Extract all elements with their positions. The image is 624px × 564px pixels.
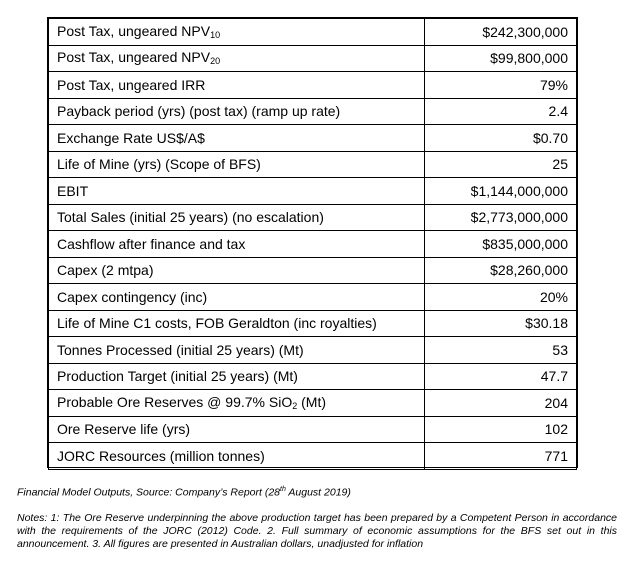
table-row: [49, 257, 577, 284]
row-label-text: Payback period (yrs) (post tax) (ramp up rate): [57, 103, 341, 120]
source-superscript: th: [280, 486, 286, 493]
source-text: Financial Model Outputs, Source: Company’s Report (28: [17, 486, 281, 499]
table-row: [49, 72, 577, 99]
row-label-text: Exchange Rate US$/A$: [57, 129, 205, 146]
table: [48, 18, 577, 470]
row-value: 2.4: [425, 98, 577, 125]
row-label: [49, 257, 425, 284]
source-text-after: August 2019): [285, 486, 351, 499]
row-value: $99,800,000: [425, 45, 577, 72]
row-label: [49, 416, 425, 443]
row-value: 20%: [425, 284, 577, 311]
row-label: [49, 363, 425, 390]
row-label: [49, 231, 425, 258]
table-row: [49, 363, 577, 390]
row-value: 53: [425, 337, 577, 364]
table-row: [49, 337, 577, 364]
row-label-subscript: 10: [210, 29, 221, 40]
row-label-text: Capex (2 mtpa): [57, 262, 154, 279]
row-value: $28,260,000: [425, 257, 577, 284]
row-label-subscript: 2: [292, 400, 298, 411]
table-row: [49, 390, 577, 417]
row-label-text: Cashflow after finance and tax: [57, 235, 246, 252]
table-row: [49, 98, 577, 125]
row-label: [49, 204, 425, 231]
row-value: 771: [425, 443, 577, 470]
row-value: $1,144,000,000: [425, 178, 577, 205]
table-row: [49, 284, 577, 311]
row-value: $242,300,000: [425, 19, 577, 46]
table-row: [49, 125, 577, 152]
table-row: [49, 151, 577, 178]
row-label: [49, 45, 425, 72]
row-label-text: Total Sales (initial 25 years) (no escalation): [57, 209, 324, 226]
table-row: [49, 231, 577, 258]
financial-outputs-table: [47, 17, 578, 468]
table-row: [49, 443, 577, 470]
row-label: [49, 443, 425, 470]
table-row: [49, 416, 577, 443]
row-label-suffix: (Mt): [297, 393, 326, 410]
table-row: [49, 19, 577, 46]
row-label: [49, 178, 425, 205]
row-label-text: Production Target (initial 25 years) (Mt): [57, 368, 298, 385]
row-value: $0.70: [425, 125, 577, 152]
row-value: 25: [425, 151, 577, 178]
notes-paragraph: Notes: 1: The Ore Reserve underpinning the above production target has been prepared by a Competent Person in accordance with the requirements of the JORC (2012) Code. 2. Full summary of economic assumptions for the BFS set out in this announcement. 3. All figures are presented in Australian dollars, unadjusted for inflation: [17, 512, 617, 550]
table-row: [49, 310, 577, 337]
row-label: [49, 98, 425, 125]
row-label: [49, 390, 425, 417]
row-label-text: Life of Mine C1 costs, FOB Geraldton (inc royalties): [57, 315, 377, 332]
table-body: [49, 19, 577, 470]
row-value: $835,000,000: [425, 231, 577, 258]
row-label: [49, 125, 425, 152]
table-row: [49, 204, 577, 231]
row-value: 79%: [425, 72, 577, 99]
row-value: 47.7: [425, 363, 577, 390]
row-label-text: Post Tax, ungeared IRR: [57, 76, 206, 93]
table-row: [49, 45, 577, 72]
row-label-text: Life of Mine (yrs) (Scope of BFS): [57, 156, 261, 173]
row-label: [49, 151, 425, 178]
source-caption: [17, 486, 351, 499]
row-label: [49, 72, 425, 99]
row-label-text: JORC Resources (million tonnes): [57, 447, 265, 464]
row-label-subscript: 20: [210, 56, 221, 67]
row-value: $2,773,000,000: [425, 204, 577, 231]
row-label-text: Tonnes Processed (initial 25 years) (Mt): [57, 341, 304, 358]
row-label: [49, 19, 425, 46]
row-label-text: EBIT: [57, 182, 89, 199]
row-label-text: Ore Reserve life (yrs): [57, 421, 191, 438]
row-label-text: Post Tax, ungeared NPV: [57, 22, 211, 39]
row-label: [49, 310, 425, 337]
row-label-text: Probable Ore Reserves @ 99.7% SiO: [57, 393, 293, 410]
table-row: [49, 178, 577, 205]
row-value: 102: [425, 416, 577, 443]
row-label: [49, 284, 425, 311]
row-label-text: Capex contingency (inc): [57, 288, 208, 305]
row-label-text: Post Tax, ungeared NPV: [57, 49, 211, 66]
row-label: [49, 337, 425, 364]
row-value: 204: [425, 390, 577, 417]
row-value: $30.18: [425, 310, 577, 337]
